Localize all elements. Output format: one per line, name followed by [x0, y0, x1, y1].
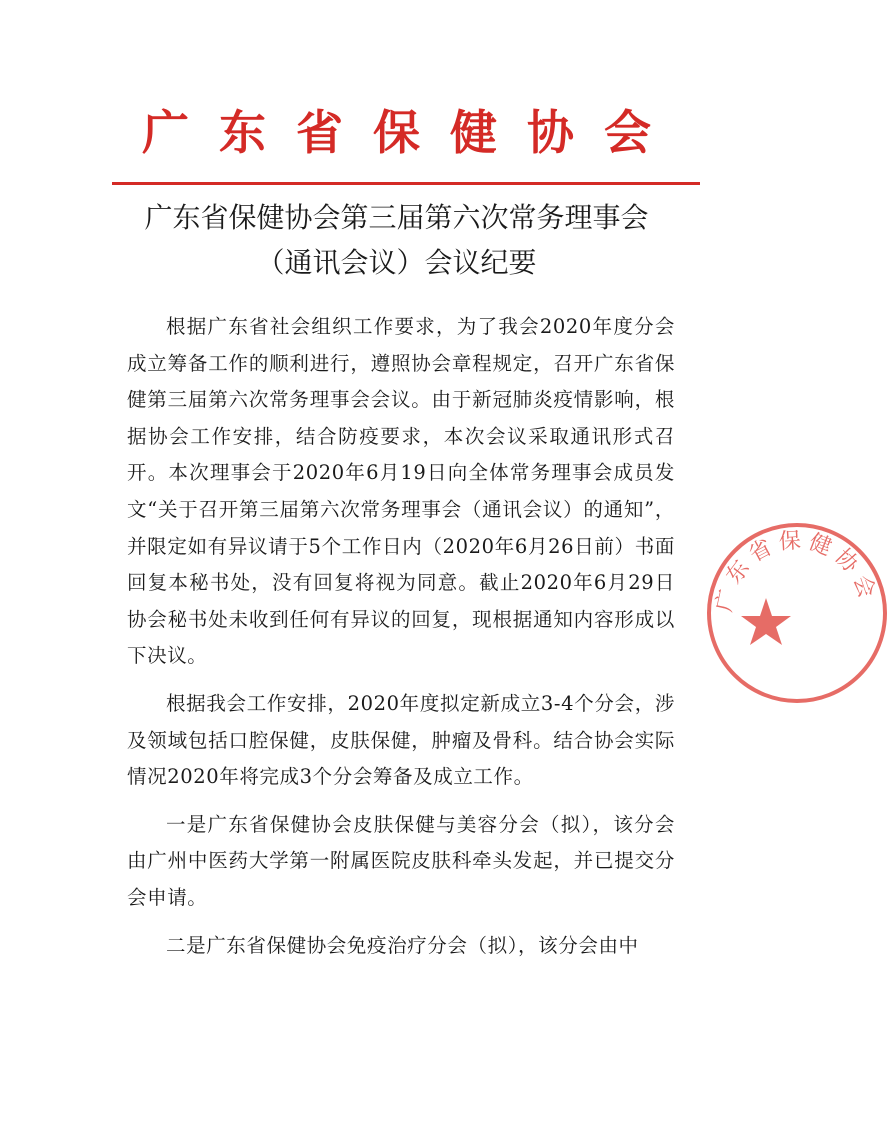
seal-star-icon: [741, 598, 791, 645]
document-body: [127, 309, 675, 975]
official-seal-stamp: [702, 518, 892, 708]
body-paragraph: 根据广东省社会组织工作要求，为了我会2020年度分会成立筹备工作的顺利进行，遵照协会章程规定，召开广东省保健第三届第六次常务理事会会议。由于新冠肺炎疫情影响，根据协会工作安排，结合防疫要求，本次会议采取通讯形式召开。本次理事会于2020年6月19日向全体常务理事会成员发文“关于召开第三届第六次常务理事会（通讯会议）的通知”，并限定如有异议请于5个工作日内（2020年6月26日前）书面回复本秘书处，没有回复将视为同意。截止2020年6月29日协会秘书处未收到任何有异议的回复，现根据通知内容形成以下决议。: [127, 315, 675, 668]
document-title-line-1: 广东省保健协会第三届第六次常务理事会: [144, 201, 649, 234]
letterhead-title: 广东省保健协会: [142, 106, 681, 161]
document-title-line-2: （通讯会议）会议纪要: [256, 246, 537, 279]
seal-text-path: 广东省保健协会: [711, 528, 881, 615]
letterhead-divider: [112, 182, 700, 185]
body-paragraph: 一是广东省保健协会皮肤保健与美容分会（拟），该分会由广州中医药大学第一附属医院皮肤科牵头发起，并已提交分会申请。: [127, 812, 675, 909]
seal-text: [712, 528, 881, 614]
body-paragraph: 二是广东省保健协会免疫治疗分会（拟），该分会由中: [166, 933, 639, 957]
body-paragraph: 根据我会工作安排，2020年度拟定新成立3-4个分会，涉及领域包括口腔保健，皮肤保健，肿瘤及骨科。结合协会实际情况2020年将完成3个分会筹备及成立工作。: [127, 691, 675, 789]
